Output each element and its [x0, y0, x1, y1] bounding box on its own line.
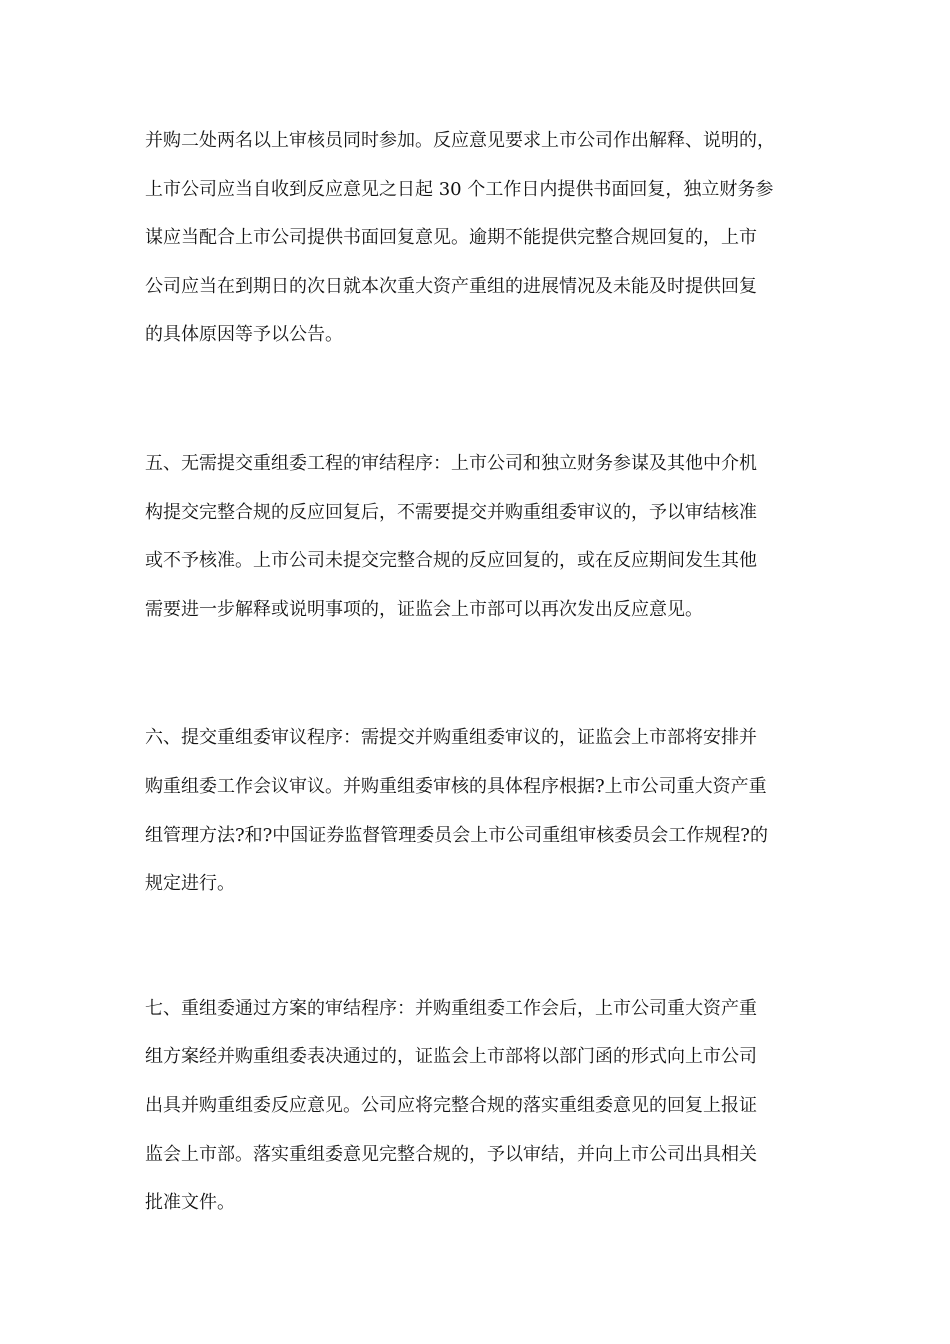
text-line: 的具体原因等予以公告。	[145, 324, 343, 346]
text-line: 并购二处两名以上审核员同时参加。反应意见要求上市公司作出解释、说明的，	[145, 130, 775, 151]
text-line: 谋应当配合上市公司提供书面回复意见。逾期不能提供完整合规回复的，上市	[145, 227, 757, 249]
text-line: 公司应当在到期日的次日就本次重大资产重组的进展情况及未能及时提供回复	[145, 275, 757, 297]
text-line: 出具并购重组委反应意见。公司应将完整合规的落实重组委意见的回复上报证	[145, 1094, 757, 1116]
paragraph-spacer	[145, 634, 810, 714]
text-line: 上市公司应当自收到反应意见之日起 30 个工作日内提供书面回复，独立财务参	[145, 178, 774, 200]
text-line: 组管理方法?和?中国证券监督管理委员会上市公司重组审核委员会工作规程?的	[145, 824, 768, 846]
text-line: 或不予核准。上市公司未提交完整合规的反应回复的，或在反应期间发生其他	[145, 550, 757, 572]
paragraph-section-7	[145, 985, 810, 1228]
text-line: 购重组委工作会议审议。并购重组委审核的具体程序根据?上市公司重大资产重	[145, 775, 767, 797]
text-line: 需要进一步解释或说明事项的，证监会上市部可以再次发出反应意见。	[145, 598, 703, 620]
paragraph-section-5	[145, 440, 810, 634]
text-line: 构提交完整合规的反应回复后，不需要提交并购重组委审议的，予以审结核准	[145, 501, 757, 523]
text-line: 六、提交重组委审议程序：需提交并购重组委审议的，证监会上市部将安排并	[145, 727, 757, 749]
document-body	[145, 117, 810, 1228]
text-line: 五、无需提交重组委工程的审结程序：上市公司和独立财务参谋及其他中介机	[145, 452, 757, 474]
text-line: 组方案经并购重组委表决通过的，证监会上市部将以部门函的形式向上市公司	[145, 1046, 757, 1068]
text-line: 监会上市部。落实重组委意见完整合规的，予以审结，并向上市公司出具相关	[145, 1143, 757, 1165]
text-line: 规定进行。	[145, 873, 235, 895]
paragraph-spacer	[145, 360, 810, 440]
text-line: 批准文件。	[145, 1192, 235, 1214]
paragraph-section-6	[145, 714, 810, 908]
text-line: 七、重组委通过方案的审结程序：并购重组委工作会后，上市公司重大资产重	[145, 997, 757, 1019]
paragraph-spacer	[145, 909, 810, 985]
paragraph-continuation	[145, 117, 810, 360]
